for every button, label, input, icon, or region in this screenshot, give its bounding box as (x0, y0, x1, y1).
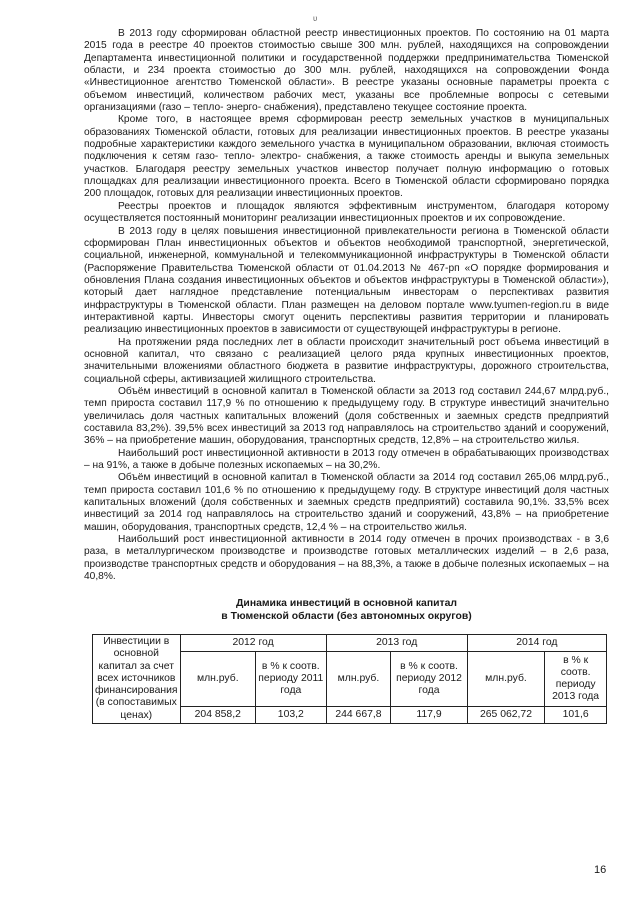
column-subheader: млн.руб. (326, 651, 391, 707)
paragraph: Кроме того, в настоящее время сформирован реестр земельных участков в муниципальных образованиях Тюменской области, готовых для реализации инвестиционных проектов. В реестре указаны подробные характеристики каждого земельного участка в муниципальном образовании, включая стоимость подключения к сетям газо- тепло- электро- снабжения, а также стоимость аренды и выкупа земельных участков. Благодаря реестру земельных участков инвестор получает полную информацию о готовых площадках для реализации инвестиционного проекта. Всего в Тюменской области сформировано порядка 200 площадок, готовых для реализации инвестиционных проектов. (84, 114, 609, 200)
paragraph: В 2013 году в целях повышения инвестиционной привлекательности региона в Тюменской области сформирован План инвестиционных объектов и объектов необходимой транспортной, энергетической, социальной, инженерной, коммунальной и телекоммуникационной инфраструктуры в Тюменской области (Распоряжение Правительства Тюменской области от 01.04.2013 № 467-рп «О порядке формирования и обновления Плана создания инвестиционных объектов и объектов инфраструктуры в Тюменской области»), который дает наглядное представление потенциальным инвесторам о перспективах развития инфраструктуры в Тюменской области. План размещен на деловом портале www.tyumen-region.ru в виде интерактивной карты. Инвесторы смогут оценить перспективы развития территории и планировать реализацию инвестиционных проектов в зависимости от существующей инфраструктуры в регионе. (84, 225, 609, 336)
table-title (84, 598, 609, 623)
row-header-cell: Инвестиции в основной капитал за счет всех источников финансирования (в сопоставимых ценах) (93, 635, 181, 723)
paragraph: На протяжении ряда последних лет в области происходит значительный рост объема инвестиций в основной капитал, что связано с реализацией целого ряда крупных инвестиционных проектов, значительными вложениями областного бюджета в развитие инфраструктуры, дорожного строительства, социальной сферы, активизацией жилищного строительства. (84, 336, 609, 385)
table-row (93, 635, 607, 651)
value-cell: 117,9 (391, 707, 467, 723)
column-subheader: млн.руб. (180, 651, 256, 707)
paragraph: Наибольший рост инвестиционной активности в 2014 году отмечен в прочих производствах - в 3,6 раза, в металлургическом производстве и производстве готовых металлических изделий – в 2,6 раза, производстве транспортных средств и оборудования – на 88,3%, а также в добыче полезных ископаемых – на 40,8%. (84, 534, 609, 583)
value-cell: 101,6 (545, 707, 607, 723)
table-title-line: в Тюменской области (без автономных округов) (221, 610, 472, 622)
paragraph: Наибольший рост инвестиционной активности в 2013 году отмечен в обрабатывающих производствах – на 91%, а также в добыче полезных ископаемых – на 30,2%. (84, 447, 609, 472)
year-header: 2014 год (467, 635, 606, 651)
column-subheader: в % к соотв. периоду 2013 года (545, 651, 607, 707)
scan-mark: ʋ (313, 14, 318, 23)
value-cell: 103,2 (256, 707, 327, 723)
paragraph: Объём инвестиций в основной капитал в Тюменской области за 2014 год составил 265,06 млрд.руб., темп прироста составил 101,6 % по отношению к предыдущему году. В структуре инвестиций доля частных капитальных вложений (доля собственных и заемных средств предприятий) составила 90,1%. 33,5% всех инвестиций за 2014 год направлялось на строительство зданий и сооружений, 43,8% – на приобретение машин, оборудования, транспортных средств, 12,4 % – на строительство жилья. (84, 472, 609, 533)
value-cell: 204 858,2 (180, 707, 256, 723)
year-header: 2013 год (326, 635, 467, 651)
value-cell: 265 062,72 (467, 707, 544, 723)
body-text (84, 28, 609, 583)
column-subheader: млн.руб. (467, 651, 544, 707)
paragraph: Объём инвестиций в основной капитал в Тюменской области за 2013 год составил 244,67 млрд.руб., темп прироста составил 117,9 % по отношению к предыдущему году. В структуре инвестиций значительно увеличилась доля частных капитальных вложений (доля собственных и заемных средств предприятий составила 83,2%). 39,5% всех инвестиций за 2013 год направлялось на строительство зданий и сооружений, 36% – на приобретение машин, оборудования, транспортных средств, 12,8% – на строительство жилья. (84, 385, 609, 447)
column-subheader: в % к соотв. периоду 2011 года (256, 651, 327, 707)
paragraph: В 2013 году сформирован областной реестр инвестиционных проектов. По состоянию на 01 марта 2015 года в реестре 40 проектов стоимостью свыше 300 млн. рублей, находящихся на сопровождении Департамента инвестиционной политики и государственной поддержки предпринимательства Тюменской области, и 234 проекта стоимостью до 300 млн. рублей, находящихся на сопровождении Фонда «Инвестиционное агентство Тюменской области». В реестре указаны основные параметры проекта с объемом инвестиций, количеством рабочих мест, указаны все проблемные вопросы с сетевыми организациями (газо – тепло- энерго- снабжения), представлено текущее состояние проекта. (84, 28, 609, 114)
table-title-line: Динамика инвестиций в основной капитал (236, 598, 457, 610)
value-cell: 244 667,8 (326, 707, 391, 723)
column-subheader: в % к соотв. периоду 2012 года (391, 651, 467, 707)
paragraph: Реестры проектов и площадок являются эффективным инструментом, благодаря которому осуществляется постоянный мониторинг реализации инвестиционных проектов и их сопровождение. (84, 200, 609, 225)
investment-table (92, 634, 607, 723)
year-header: 2012 год (180, 635, 326, 651)
page-number: 16 (594, 864, 607, 876)
